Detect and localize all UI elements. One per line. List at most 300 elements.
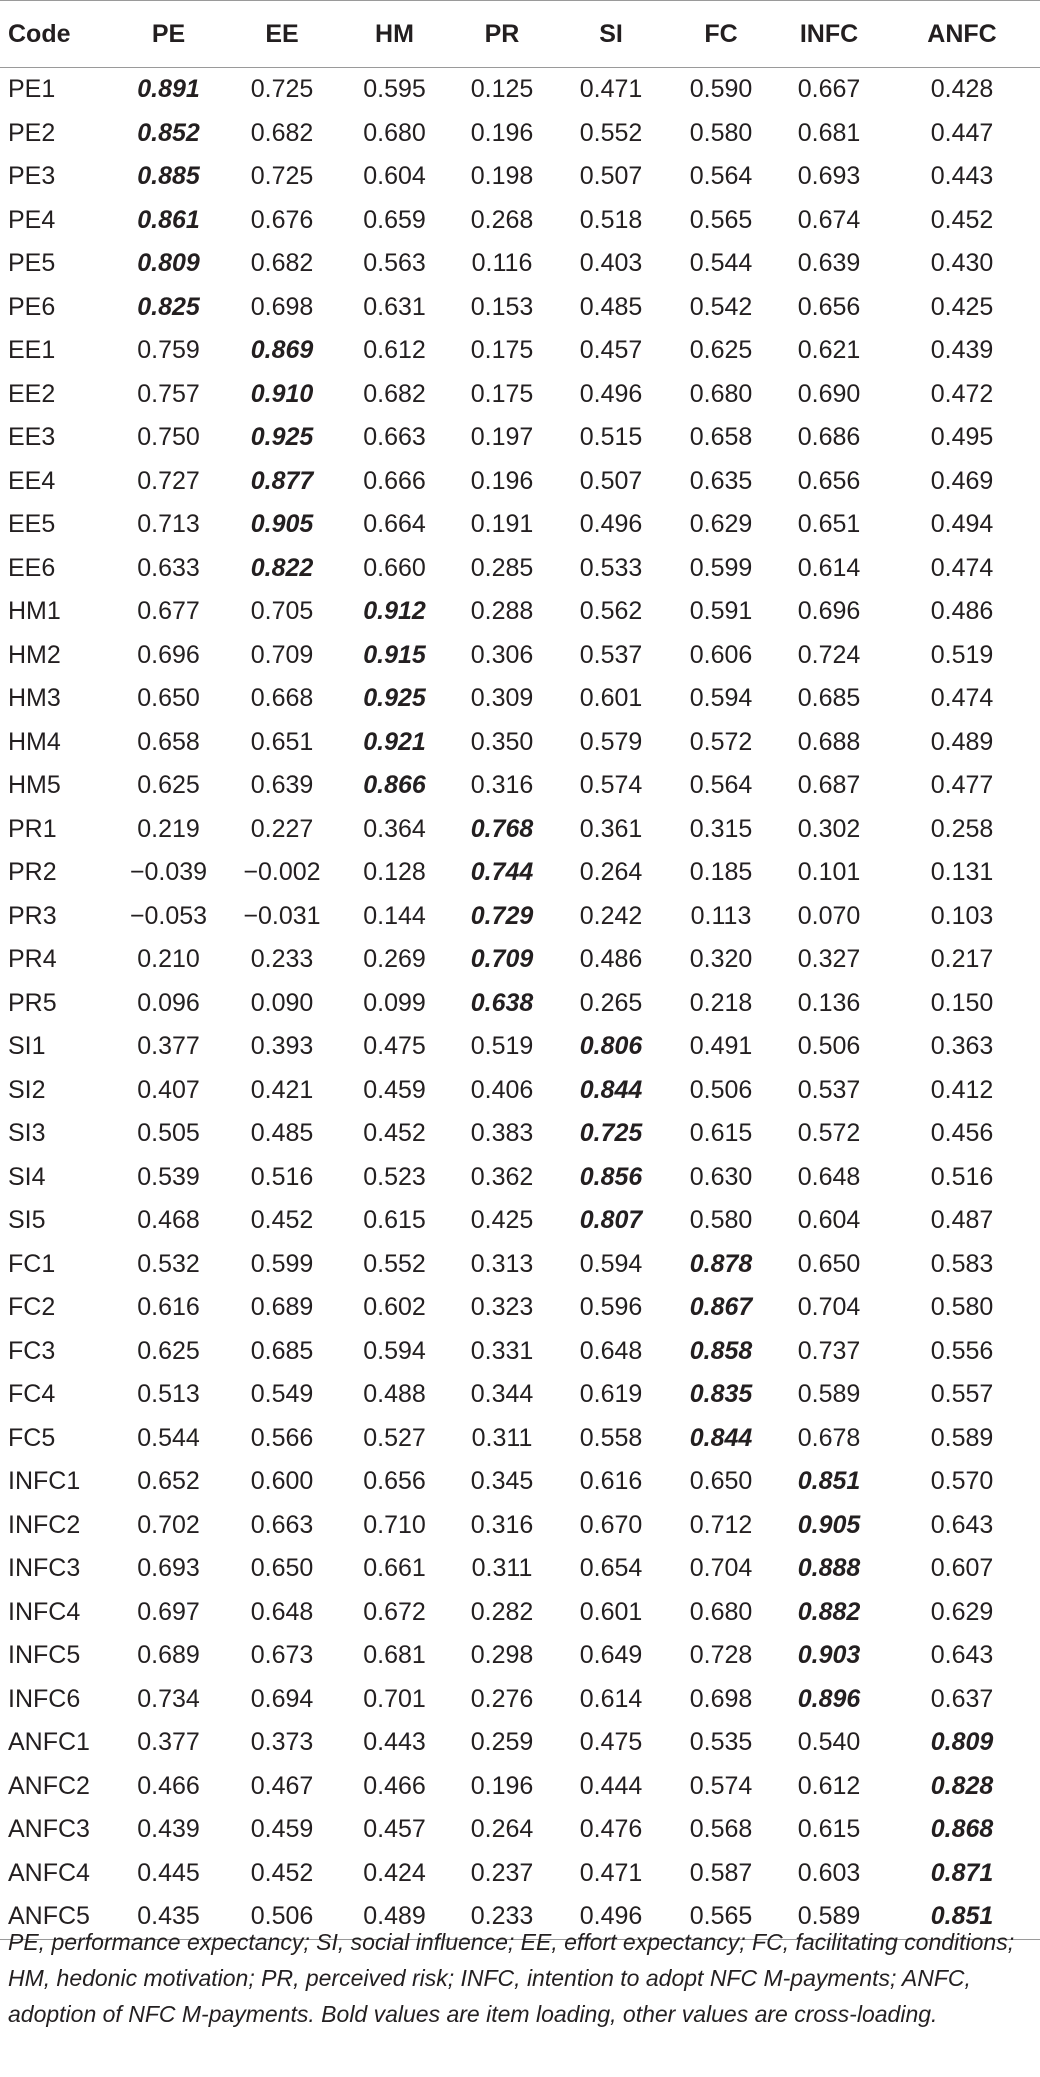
cross-loading-cell: 0.704 <box>689 1554 753 1583</box>
table-body <box>0 68 1040 1940</box>
cross-loading-cell: 0.311 <box>471 1423 533 1452</box>
cross-loading-cell: 0.443 <box>363 1728 426 1757</box>
cross-loading-cell: 0.580 <box>930 1293 994 1322</box>
cross-loading-cell: 0.516 <box>930 1162 994 1191</box>
cross-loading-cell: 0.306 <box>470 640 534 669</box>
cross-loading-cell: 0.650 <box>797 1249 861 1278</box>
cross-loading-cell: 0.258 <box>930 814 994 843</box>
cross-loading-cell: 0.439 <box>137 1815 200 1844</box>
cross-loading-cell: 0.656 <box>363 1467 426 1496</box>
cross-loading-cell: 0.631 <box>363 292 426 321</box>
table-row <box>0 982 1040 1026</box>
cross-loading-cell: 0.682 <box>250 118 314 147</box>
row-code: INFC3 <box>8 1554 81 1583</box>
cross-loading-cell: 0.678 <box>797 1423 861 1452</box>
cross-loading-cell: 0.566 <box>250 1423 314 1452</box>
row-code: HM1 <box>8 597 61 626</box>
row-code: PR2 <box>8 858 57 887</box>
cross-loading-cell: 0.658 <box>137 727 200 756</box>
cross-loading-cell: 0.601 <box>579 684 643 713</box>
row-code: SI4 <box>8 1162 46 1191</box>
cross-loading-cell: 0.704 <box>797 1293 861 1322</box>
cross-loading-cell: 0.689 <box>137 1641 200 1670</box>
cross-loading-cell: 0.519 <box>470 1032 534 1061</box>
cross-loading-cell: 0.574 <box>689 1771 753 1800</box>
table-row <box>0 1460 1040 1504</box>
item-loading-cell: 0.921 <box>363 727 426 756</box>
cross-loading-cell: 0.344 <box>470 1380 534 1409</box>
cross-loading-cell: 0.219 <box>137 814 200 843</box>
cross-loading-cell: 0.579 <box>579 727 643 756</box>
cross-loading-cell: 0.594 <box>363 1336 426 1365</box>
table-row <box>0 1112 1040 1156</box>
cross-loading-cell: 0.549 <box>250 1380 314 1409</box>
cross-loading-cell: 0.629 <box>930 1597 994 1626</box>
cross-loading-cell: 0.457 <box>363 1815 426 1844</box>
cross-loading-cell: 0.580 <box>689 1206 753 1235</box>
cross-loading-cell: 0.210 <box>137 945 200 974</box>
cross-loading-cell: 0.537 <box>579 640 643 669</box>
cross-loading-cell: 0.459 <box>250 1815 314 1844</box>
cross-loading-cell: 0.697 <box>137 1597 200 1626</box>
cross-loading-cell: 0.196 <box>470 1771 534 1800</box>
cross-loading-cell: 0.542 <box>689 292 753 321</box>
cross-loading-cell: 0.153 <box>470 292 534 321</box>
cross-loading-cell: 0.658 <box>689 423 753 452</box>
column-header-code: Code <box>0 1 112 68</box>
cross-loading-cell: 0.589 <box>930 1423 994 1452</box>
cross-loading-cell: 0.537 <box>797 1075 861 1104</box>
table-row <box>0 1199 1040 1243</box>
item-loading-cell: 0.851 <box>797 1467 861 1496</box>
cross-loading-cell: 0.661 <box>363 1554 426 1583</box>
item-loading-cell: 0.888 <box>797 1554 861 1583</box>
cross-loading-cell: 0.565 <box>689 1902 753 1931</box>
cross-loading-cell: 0.668 <box>250 684 314 713</box>
row-code: EE4 <box>8 466 56 495</box>
cross-loading-cell: 0.350 <box>470 727 534 756</box>
cross-loading-cell: 0.712 <box>689 1510 753 1539</box>
table-row <box>0 764 1040 808</box>
table-row <box>0 503 1040 547</box>
cross-loading-cell: 0.309 <box>470 684 534 713</box>
cross-loading-cell: 0.505 <box>137 1119 200 1148</box>
cross-loading-cell: 0.673 <box>250 1641 314 1670</box>
cross-loading-cell: 0.656 <box>797 466 861 495</box>
cross-loading-cell: 0.362 <box>470 1162 534 1191</box>
cross-loading-cell: 0.144 <box>363 901 426 930</box>
row-code: FC2 <box>8 1293 56 1322</box>
cross-loading-cell: 0.713 <box>137 510 200 539</box>
row-code: ANFC2 <box>8 1771 90 1800</box>
cross-loading-cell: 0.264 <box>470 1815 534 1844</box>
cross-loading-cell: 0.506 <box>797 1032 861 1061</box>
cross-loading-cell: 0.452 <box>250 1206 314 1235</box>
cross-loading-cell: 0.363 <box>930 1032 994 1061</box>
cross-loading-cell: 0.316 <box>470 771 534 800</box>
cross-loading-cell: 0.471 <box>579 1858 643 1887</box>
cross-loading-cell: 0.544 <box>137 1423 200 1452</box>
cross-loading-cell: 0.552 <box>579 118 643 147</box>
row-code: ANFC3 <box>8 1815 90 1844</box>
cross-loading-cell: 0.412 <box>930 1075 994 1104</box>
cross-loading-cell: 0.625 <box>689 336 753 365</box>
cross-loading-cell: 0.302 <box>797 814 861 843</box>
cross-loading-cell: 0.604 <box>797 1206 861 1235</box>
row-code: PE3 <box>8 162 56 191</box>
cross-loading-cell: 0.602 <box>363 1293 426 1322</box>
cross-loading-cell: 0.506 <box>689 1075 753 1104</box>
row-code: SI2 <box>8 1075 46 1104</box>
item-loading-cell: 0.910 <box>250 379 314 408</box>
cross-loading-cell: 0.237 <box>470 1858 534 1887</box>
cross-loading-cell: 0.311 <box>471 1554 533 1583</box>
cross-loading-cell: 0.589 <box>797 1902 861 1931</box>
cross-loading-cell: 0.197 <box>470 423 534 452</box>
cross-loading-cell: 0.425 <box>930 292 994 321</box>
cross-loading-cell: 0.615 <box>363 1206 426 1235</box>
item-loading-cell: 0.807 <box>579 1206 643 1235</box>
cross-loading-cell: 0.457 <box>579 336 643 365</box>
cross-loading-cell: −0.039 <box>129 858 208 887</box>
cross-loading-cell: 0.694 <box>250 1684 314 1713</box>
row-code: SI1 <box>8 1032 46 1061</box>
cross-loading-cell: 0.103 <box>930 901 994 930</box>
cross-loading-cell: 0.643 <box>930 1510 994 1539</box>
cross-loading-cell: 0.630 <box>689 1162 753 1191</box>
cross-loading-cell: 0.674 <box>797 205 861 234</box>
table-row <box>0 1591 1040 1635</box>
cross-loading-cell: 0.515 <box>579 423 643 452</box>
cross-loading-cell: 0.587 <box>689 1858 753 1887</box>
cross-loading-cell: 0.428 <box>930 75 994 104</box>
cross-loading-cell: 0.600 <box>250 1467 314 1496</box>
cross-loading-cell: 0.670 <box>579 1510 643 1539</box>
cross-loading-cell: 0.327 <box>797 945 861 974</box>
table-row <box>0 547 1040 591</box>
item-loading-cell: 0.825 <box>137 292 200 321</box>
item-loading-cell: 0.925 <box>363 684 426 713</box>
item-loading-cell: 0.861 <box>137 205 200 234</box>
cross-loading-cell: 0.516 <box>250 1162 314 1191</box>
cross-loading-cell: 0.639 <box>250 771 314 800</box>
item-loading-cell: 0.822 <box>250 553 314 582</box>
cross-loading-cell: 0.589 <box>797 1380 861 1409</box>
cross-loading-cell: 0.606 <box>689 640 753 669</box>
row-code: INFC5 <box>8 1641 81 1670</box>
item-loading-cell: 0.852 <box>137 118 200 147</box>
cross-loading-cell: 0.459 <box>363 1075 426 1104</box>
cross-loading-cell: 0.489 <box>930 727 994 756</box>
column-header-pr: PR <box>450 1 554 68</box>
cross-loading-cell: 0.710 <box>363 1510 426 1539</box>
table-row <box>0 1025 1040 1069</box>
item-loading-cell: 0.896 <box>797 1684 861 1713</box>
cross-loading-cell: 0.659 <box>363 205 426 234</box>
cross-loading-cell: 0.487 <box>930 1206 994 1235</box>
row-code: SI3 <box>8 1119 46 1148</box>
item-loading-cell: 0.856 <box>579 1162 643 1191</box>
cross-loading-cell: 0.629 <box>689 510 753 539</box>
cross-loading-cell: 0.345 <box>470 1467 534 1496</box>
item-loading-cell: 0.835 <box>689 1380 753 1409</box>
table-row <box>0 851 1040 895</box>
cross-loading-cell: 0.652 <box>137 1467 200 1496</box>
cross-loading-cell: 0.583 <box>930 1249 994 1278</box>
cross-loading-cell: 0.612 <box>797 1771 861 1800</box>
cross-loading-cell: 0.568 <box>689 1815 753 1844</box>
cross-loading-cell: 0.572 <box>689 727 753 756</box>
cross-loading-cell: 0.198 <box>470 162 534 191</box>
cross-loading-cell: 0.685 <box>250 1336 314 1365</box>
row-code: ANFC4 <box>8 1858 90 1887</box>
item-loading-cell: 0.877 <box>250 466 314 495</box>
row-code: PR5 <box>8 988 57 1017</box>
cross-loading-cell: 0.466 <box>363 1771 426 1800</box>
item-loading-cell: 0.844 <box>689 1423 753 1452</box>
cross-loading-cell: 0.539 <box>137 1162 200 1191</box>
item-loading-cell: 0.903 <box>797 1641 861 1670</box>
item-loading-cell: 0.866 <box>363 771 426 800</box>
cross-loading-cell: 0.654 <box>579 1554 643 1583</box>
cross-loading-cell: 0.495 <box>930 423 994 452</box>
row-code: HM4 <box>8 727 61 756</box>
cross-loading-cell: 0.666 <box>363 466 426 495</box>
cross-loading-cell: 0.621 <box>797 336 861 365</box>
cross-loading-cell: 0.603 <box>797 1858 861 1887</box>
row-code: FC4 <box>8 1380 56 1409</box>
cross-loading-cell: 0.447 <box>930 118 994 147</box>
cross-loading-cell: 0.728 <box>689 1641 753 1670</box>
cross-loading-cell: 0.259 <box>470 1728 534 1757</box>
cross-loading-cell: 0.496 <box>579 379 643 408</box>
cross-loading-cell: 0.564 <box>689 162 753 191</box>
cross-loading-cell: 0.651 <box>797 510 861 539</box>
cross-loading-cell: 0.435 <box>137 1902 200 1931</box>
cross-loading-cell: 0.672 <box>363 1597 426 1626</box>
cross-loading-cell: 0.471 <box>579 75 643 104</box>
cross-loading-cell: 0.570 <box>930 1467 994 1496</box>
cross-loading-cell: 0.615 <box>797 1815 861 1844</box>
cross-loading-cell: 0.701 <box>363 1684 426 1713</box>
row-code: HM3 <box>8 684 61 713</box>
table-row <box>0 1547 1040 1591</box>
cross-loading-cell: −0.053 <box>129 901 208 930</box>
row-code: PE1 <box>8 75 56 104</box>
row-code: EE5 <box>8 510 56 539</box>
cross-loading-cell: 0.383 <box>470 1119 534 1148</box>
table-row <box>0 1286 1040 1330</box>
cross-loading-cell: 0.633 <box>137 553 200 582</box>
cross-loading-cell: 0.725 <box>250 162 314 191</box>
cross-loading-cell: 0.425 <box>470 1206 534 1235</box>
item-loading-cell: 0.638 <box>470 988 534 1017</box>
cross-loading-cell: 0.242 <box>579 901 643 930</box>
row-code: FC5 <box>8 1423 56 1452</box>
cross-loading-cell: 0.264 <box>579 858 643 887</box>
cross-loading-cell: 0.612 <box>363 336 426 365</box>
cross-loading-cell: 0.580 <box>689 118 753 147</box>
cross-loading-cell: 0.625 <box>137 1336 200 1365</box>
cross-loading-cell: 0.320 <box>689 945 753 974</box>
cross-loading-cell: 0.639 <box>797 249 861 278</box>
table-row <box>0 1330 1040 1374</box>
cross-loading-cell: 0.476 <box>579 1815 643 1844</box>
table-footnote: PE, performance expectancy; SI, social influence; EE, effort expectancy; FC, facilitating conditions; HM, hedonic motivation; PR, perceived risk; INFC, intention to adopt NFC M-payments; ANFC, adoption of NFC M-payments. Bold values are item loading, other values are cross-loading. <box>8 1929 1015 2027</box>
cross-loading-cell: 0.196 <box>470 466 534 495</box>
row-code: ANFC5 <box>8 1902 90 1931</box>
cross-loading-cell: 0.664 <box>363 510 426 539</box>
cross-loading-cell: 0.233 <box>470 1902 534 1931</box>
table-row <box>0 721 1040 765</box>
cross-loading-cell: 0.099 <box>363 988 426 1017</box>
item-loading-cell: 0.809 <box>930 1728 994 1757</box>
row-code: EE6 <box>8 553 56 582</box>
row-code: INFC2 <box>8 1510 81 1539</box>
column-header-ee: EE <box>225 1 339 68</box>
table-row <box>0 286 1040 330</box>
column-header-si: SI <box>554 1 668 68</box>
column-header-infc: INFC <box>774 1 884 68</box>
cross-loading-cell: 0.196 <box>470 118 534 147</box>
item-loading-cell: 0.806 <box>579 1032 643 1061</box>
cross-loading-cell: 0.689 <box>250 1293 314 1322</box>
cross-loading-cell: 0.648 <box>579 1336 643 1365</box>
table-row <box>0 677 1040 721</box>
row-code: INFC1 <box>8 1467 81 1496</box>
cross-loading-cell: 0.136 <box>797 988 861 1017</box>
cross-loading-cell: 0.590 <box>689 75 753 104</box>
item-loading-cell: 0.768 <box>470 814 534 843</box>
item-loading-cell: 0.915 <box>363 640 426 669</box>
item-loading-cell: 0.725 <box>579 1119 643 1148</box>
cross-loading-cell: 0.637 <box>930 1684 994 1713</box>
cross-loading-cell: 0.663 <box>363 423 426 452</box>
cross-loading-cell: 0.594 <box>689 684 753 713</box>
cross-loading-cell: 0.125 <box>470 75 534 104</box>
cross-loading-cell: 0.643 <box>930 1641 994 1670</box>
table-row <box>0 1852 1040 1896</box>
row-code: EE2 <box>8 379 56 408</box>
cross-loading-cell: 0.649 <box>579 1641 643 1670</box>
item-loading-cell: 0.729 <box>470 901 534 930</box>
row-code: PE6 <box>8 292 56 321</box>
cross-loading-cell: 0.599 <box>689 553 753 582</box>
cross-loading-cell: 0.702 <box>137 1510 200 1539</box>
cross-loading-cell: 0.377 <box>137 1032 200 1061</box>
row-code: INFC6 <box>8 1684 81 1713</box>
cross-loading-cell: 0.373 <box>250 1728 314 1757</box>
cross-loading-cell: 0.565 <box>689 205 753 234</box>
row-code: SI5 <box>8 1206 46 1235</box>
item-loading-cell: 0.828 <box>930 1771 994 1800</box>
column-header-anfc: ANFC <box>884 1 1040 68</box>
cross-loading-cell: 0.533 <box>579 553 643 582</box>
cross-loading-cell: 0.667 <box>797 75 861 104</box>
cross-loading-cell: 0.364 <box>363 814 426 843</box>
item-loading-cell: 0.809 <box>137 249 200 278</box>
cross-loading-cell: 0.421 <box>250 1075 314 1104</box>
row-code: EE3 <box>8 423 56 452</box>
cross-loading-cell: 0.540 <box>797 1728 861 1757</box>
cross-loading-cell: 0.474 <box>930 684 994 713</box>
cross-loading-cell: 0.227 <box>250 814 314 843</box>
cross-loading-cell: 0.572 <box>797 1119 861 1148</box>
cross-loading-cell: 0.724 <box>797 640 861 669</box>
row-code: PR4 <box>8 945 57 974</box>
cross-loading-cell: 0.282 <box>470 1597 534 1626</box>
item-loading-cell: 0.882 <box>797 1597 861 1626</box>
table-row <box>0 1678 1040 1722</box>
cross-loading-cell: 0.488 <box>363 1380 426 1409</box>
cross-loading-cell: 0.616 <box>137 1293 200 1322</box>
cross-loading-cell: 0.680 <box>363 118 426 147</box>
cross-loading-cell: 0.361 <box>579 814 643 843</box>
cross-loading-cell: 0.468 <box>137 1206 200 1235</box>
cross-loading-cell: 0.663 <box>250 1510 314 1539</box>
cross-loading-cell: 0.518 <box>579 205 643 234</box>
row-code: PR1 <box>8 814 57 843</box>
row-code: FC1 <box>8 1249 56 1278</box>
cross-loading-cell: 0.466 <box>137 1771 200 1800</box>
row-code: PE5 <box>8 249 56 278</box>
cross-loading-cell: 0.131 <box>930 858 994 887</box>
row-code: PE4 <box>8 205 56 234</box>
table-row <box>0 808 1040 852</box>
cross-loading-cell: 0.681 <box>797 118 861 147</box>
cross-loading-cell: 0.403 <box>579 249 643 278</box>
cross-loading-cell: 0.128 <box>363 858 426 887</box>
table-row <box>0 112 1040 156</box>
cross-loading-cell: 0.599 <box>250 1249 314 1278</box>
item-loading-cell: 0.844 <box>579 1075 643 1104</box>
cross-loading-cell: 0.090 <box>250 988 314 1017</box>
cross-loading-cell: 0.424 <box>363 1858 426 1887</box>
column-header-fc: FC <box>668 1 774 68</box>
cross-loading-cell: 0.268 <box>470 205 534 234</box>
cross-loading-cell: 0.591 <box>689 597 753 626</box>
table-row <box>0 1808 1040 1852</box>
cross-loading-cell: 0.175 <box>470 336 534 365</box>
table-row <box>0 895 1040 939</box>
cross-loading-cell: 0.185 <box>689 858 753 887</box>
cross-loading-cell: 0.527 <box>363 1423 426 1452</box>
cross-loading-cell: 0.757 <box>137 379 200 408</box>
cross-loading-cell: 0.557 <box>930 1380 994 1409</box>
cross-loading-cell: 0.705 <box>250 597 314 626</box>
cross-loading-cell: 0.491 <box>689 1032 753 1061</box>
cross-loading-cell: 0.485 <box>579 292 643 321</box>
cross-loading-cell: 0.445 <box>137 1858 200 1887</box>
item-loading-cell: 0.905 <box>250 510 314 539</box>
cross-loading-cell: 0.150 <box>930 988 994 1017</box>
row-code: HM5 <box>8 771 61 800</box>
cross-loading-cell: 0.681 <box>363 1641 426 1670</box>
column-header-pe: PE <box>112 1 225 68</box>
table-row <box>0 590 1040 634</box>
table-row <box>0 634 1040 678</box>
cross-loading-cell: −0.002 <box>243 858 321 887</box>
cross-loading-cell: 0.680 <box>689 1597 753 1626</box>
table-row <box>0 1373 1040 1417</box>
cross-loading-cell: 0.486 <box>930 597 994 626</box>
cross-loading-cell: 0.486 <box>579 945 643 974</box>
table-header <box>0 1 1040 68</box>
cross-loading-cell: 0.313 <box>470 1249 534 1278</box>
cross-loading-cell: 0.676 <box>250 205 314 234</box>
cross-loading-cell: 0.648 <box>250 1597 314 1626</box>
cross-loading-cell: 0.564 <box>689 771 753 800</box>
